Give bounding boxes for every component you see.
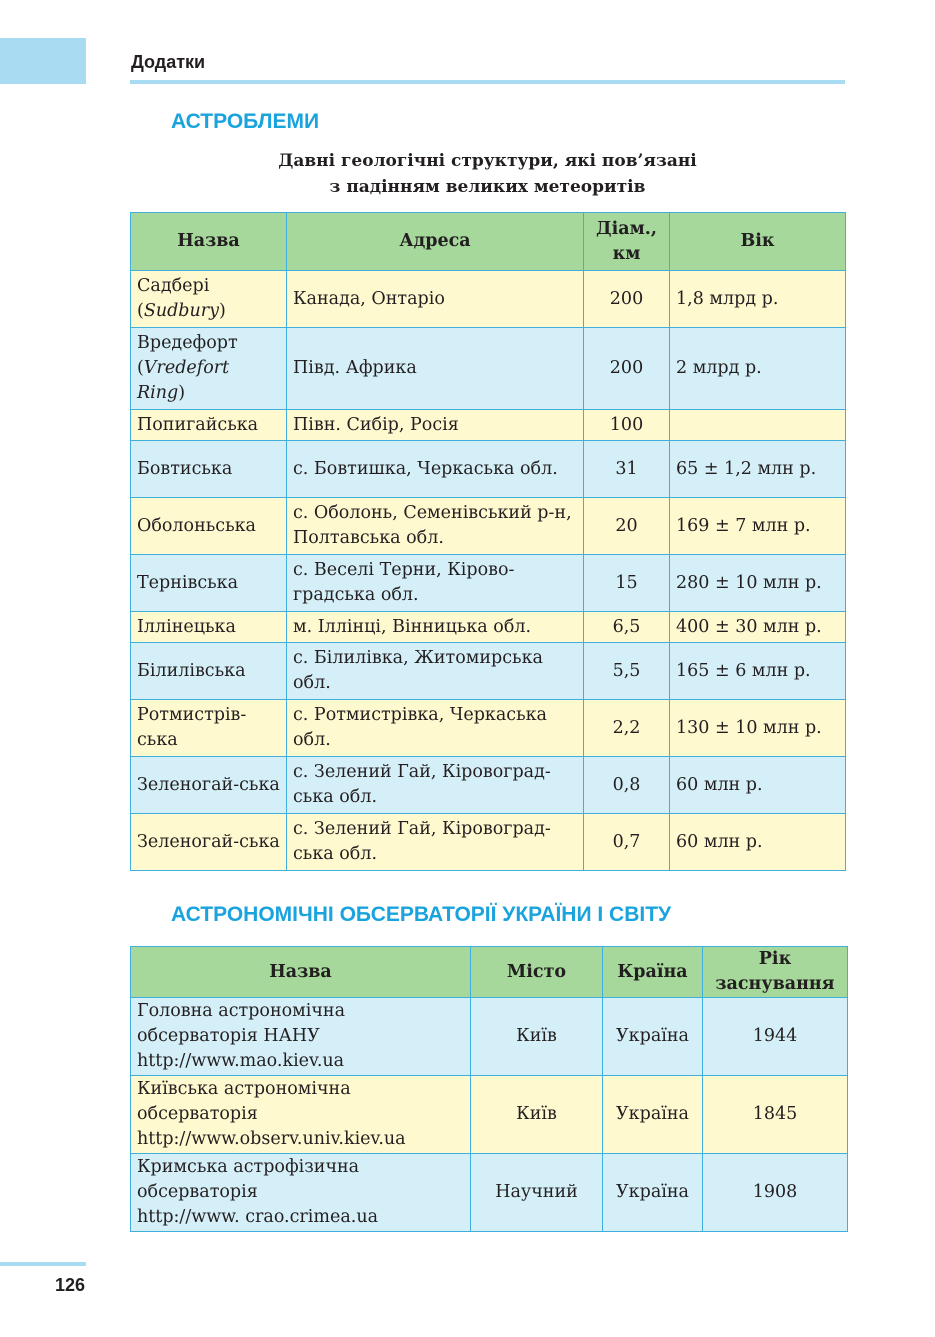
address-cell: с. Зелений Гай, Кіровоград-ська обл. <box>287 814 584 871</box>
city-cell: Київ <box>471 1076 603 1154</box>
caption-line-2: з падінням великих метеоритів <box>329 177 646 197</box>
diameter-cell: 200 <box>584 271 670 328</box>
country-cell: Україна <box>603 1076 703 1154</box>
corner-tab <box>0 38 86 84</box>
name-cell: Ротмистрів-ська <box>131 700 287 757</box>
table-row <box>131 271 846 328</box>
diameter-cell: 0,8 <box>584 757 670 814</box>
diameter-cell: 100 <box>584 410 670 441</box>
table-row <box>131 757 846 814</box>
name-cell <box>131 1154 471 1232</box>
address-cell: с. Зелений Гай, Кіровоград-ська обл. <box>287 757 584 814</box>
column-header-address: Адреса <box>287 213 584 271</box>
address-cell: Півд. Африка <box>287 328 584 410</box>
name-line-1: Кримська астрофізична <box>137 1157 360 1177</box>
astroblemes-caption <box>130 148 845 200</box>
age-cell: 65 ± 1,2 млн р. <box>670 441 846 498</box>
name-line-2: обсерваторія <box>137 1104 258 1124</box>
age-cell: 60 млн р. <box>670 757 846 814</box>
country-cell: Україна <box>603 998 703 1076</box>
footer-rule <box>0 1262 86 1266</box>
age-cell: 169 ± 7 млн р. <box>670 498 846 555</box>
column-header-age: Вік <box>670 213 846 271</box>
table-row <box>131 555 846 612</box>
age-cell: 165 ± 6 млн р. <box>670 643 846 700</box>
page-number: 126 <box>55 1275 86 1295</box>
diameter-cell: 5,5 <box>584 643 670 700</box>
name-line-1: Київська астрономічна <box>137 1079 351 1099</box>
name-cell: Іллінецька <box>131 612 287 643</box>
age-cell <box>670 410 846 441</box>
latin-name: Sudbury <box>143 301 220 321</box>
table-row <box>131 328 846 410</box>
name-cell: Попигайська <box>131 410 287 441</box>
caption-line-1: Давні геологічні структури, які пов’язані <box>278 151 697 171</box>
diameter-cell: 20 <box>584 498 670 555</box>
address-cell: Канада, Онтаріо <box>287 271 584 328</box>
table-header-row <box>131 213 846 271</box>
column-header-year <box>703 947 848 998</box>
city-cell: Научний <box>471 1154 603 1232</box>
age-cell: 60 млн р. <box>670 814 846 871</box>
url-text: http://www. crao.crimea.ua <box>137 1207 379 1227</box>
name-cell: Білилівська <box>131 643 287 700</box>
address-cell: с. Білилівка, Житомирська обл. <box>287 643 584 700</box>
diameter-cell: 2,2 <box>584 700 670 757</box>
diameter-cell: 0,7 <box>584 814 670 871</box>
observatories-heading: АСТРОНОМІЧНІ ОБСЕРВАТОРІЇ УКРАЇНИ І СВІТУ <box>171 903 672 926</box>
name-line-2: обсерваторія <box>137 1182 258 1202</box>
name-cell <box>131 1076 471 1154</box>
running-header: Додатки <box>131 52 206 72</box>
year-cell: 1944 <box>703 998 848 1076</box>
diameter-cell: 31 <box>584 441 670 498</box>
address-cell: м. Іллінці, Вінницька обл. <box>287 612 584 643</box>
table-row <box>131 612 846 643</box>
age-cell: 1,8 млрд р. <box>670 271 846 328</box>
age-cell: 400 ± 30 млн р. <box>670 612 846 643</box>
table-row <box>131 498 846 555</box>
city-cell: Київ <box>471 998 603 1076</box>
name-line-2: обсерваторія НАНУ <box>137 1026 320 1046</box>
age-cell: 130 ± 10 млн р. <box>670 700 846 757</box>
diameter-cell: 6,5 <box>584 612 670 643</box>
table-header-row <box>131 947 848 998</box>
table-row <box>131 1154 848 1232</box>
year-line-1: Рік <box>758 949 792 969</box>
observatories-table <box>130 946 848 1232</box>
address-cell: с. Ротмистрівка, Черкаська обл. <box>287 700 584 757</box>
name-cell: Садбері (Sudbury) <box>131 271 287 328</box>
column-header-name: Назва <box>131 213 287 271</box>
name-cell: Бовтиська <box>131 441 287 498</box>
address-cell: Півн. Сибір, Росія <box>287 410 584 441</box>
diam-line-1: Діам., <box>596 218 657 239</box>
column-header-city: Місто <box>471 947 603 998</box>
table-row <box>131 441 846 498</box>
address-cell: с. Оболонь, Семенівський р-н, Полтавська обл. <box>287 498 584 555</box>
name-cell <box>131 998 471 1076</box>
table-row <box>131 700 846 757</box>
address-cell: с. Бовтишка, Черкаська обл. <box>287 441 584 498</box>
name-cell: Оболоньська <box>131 498 287 555</box>
name-cell: Зеленогай-ська <box>131 757 287 814</box>
diameter-cell: 200 <box>584 328 670 410</box>
year-line-2: заснування <box>715 974 835 994</box>
age-cell: 280 ± 10 млн р. <box>670 555 846 612</box>
column-header-country: Країна <box>603 947 703 998</box>
column-header-name: Назва <box>131 947 471 998</box>
url-text: http://www.observ.univ.kiev.ua <box>137 1129 406 1149</box>
name-cell: Тернівська <box>131 555 287 612</box>
diameter-cell: 15 <box>584 555 670 612</box>
year-cell: 1908 <box>703 1154 848 1232</box>
table-row <box>131 814 846 871</box>
diam-line-2: км <box>612 243 641 264</box>
table-row <box>131 410 846 441</box>
table-row <box>131 643 846 700</box>
year-cell: 1845 <box>703 1076 848 1154</box>
name-cell: Зеленогай-ська <box>131 814 287 871</box>
table-row <box>131 998 848 1076</box>
name-line-1: Головна астрономічна <box>137 1001 346 1021</box>
country-cell: Україна <box>603 1154 703 1232</box>
age-cell: 2 млрд р. <box>670 328 846 410</box>
astroblemes-table <box>130 212 846 871</box>
astroblemes-heading: АСТРОБЛЕМИ <box>171 110 320 133</box>
table-row <box>131 1076 848 1154</box>
latin-name: Vredefort Ring <box>137 358 230 403</box>
name-cell: Вредефорт (Vredefort Ring) <box>131 328 287 410</box>
url-text: http://www.mao.kiev.ua <box>137 1051 345 1071</box>
header-rule <box>130 80 845 84</box>
address-cell: с. Веселі Терни, Кірово-градська обл. <box>287 555 584 612</box>
column-header-diameter <box>584 213 670 271</box>
